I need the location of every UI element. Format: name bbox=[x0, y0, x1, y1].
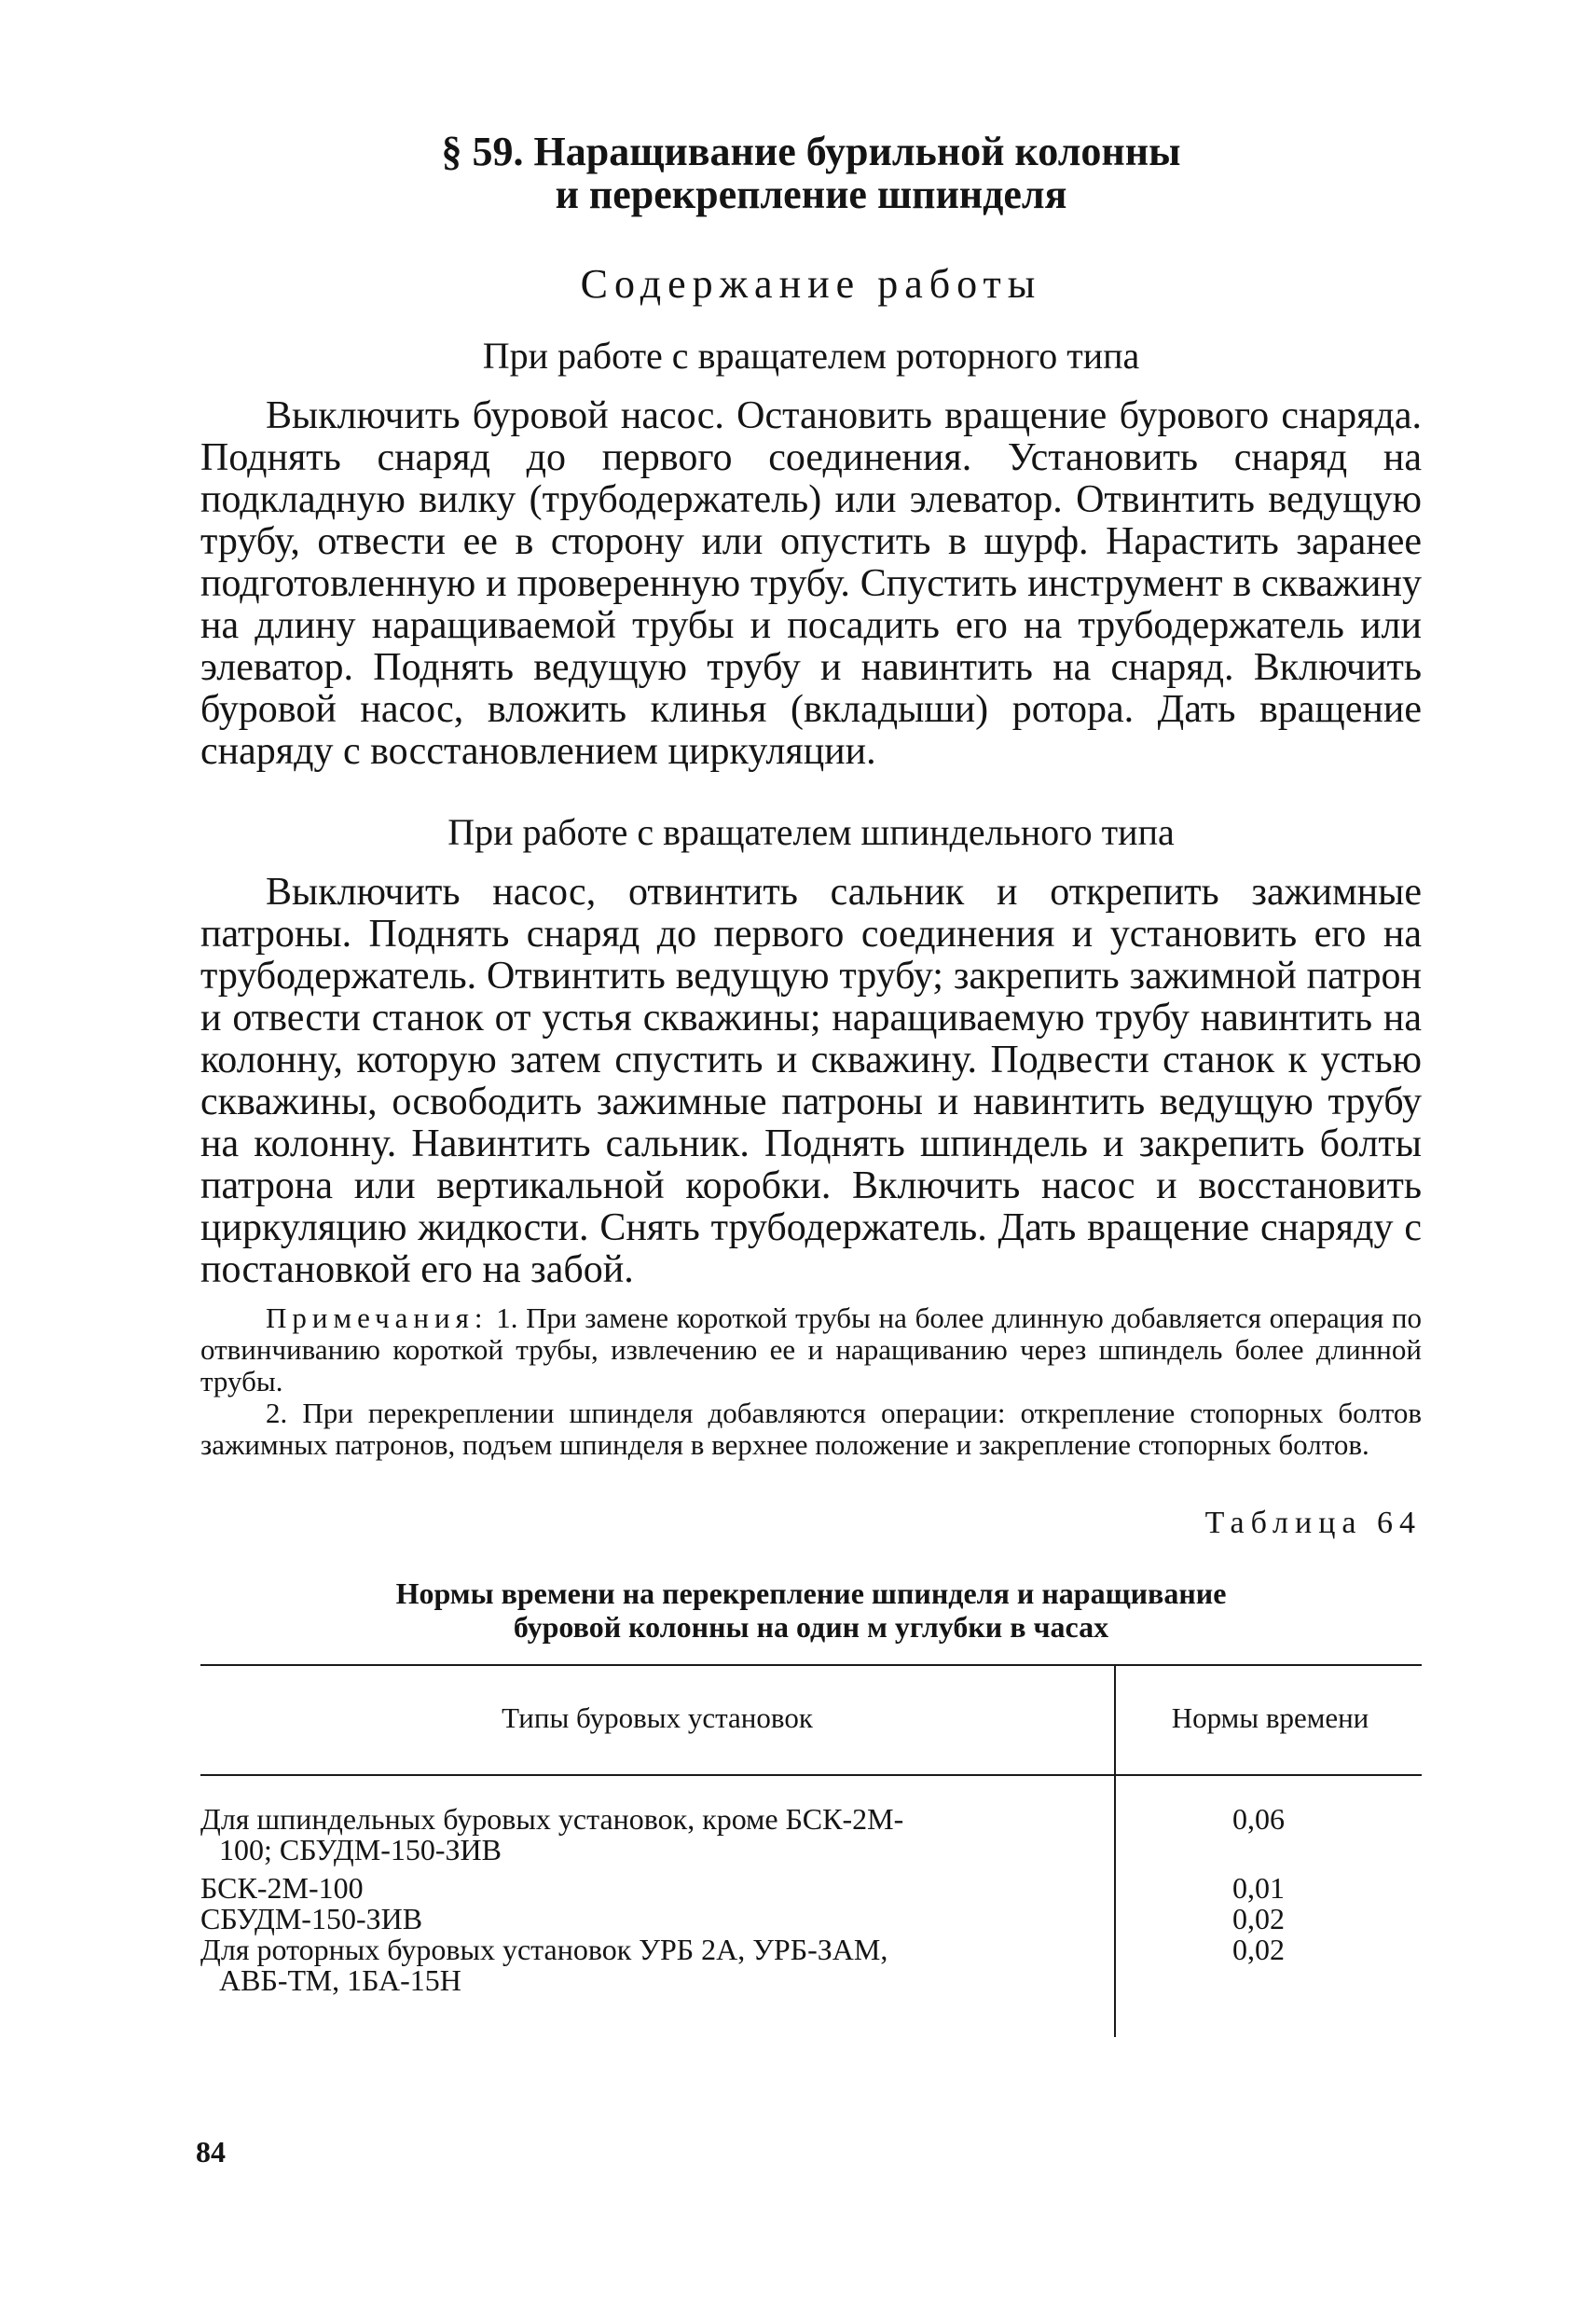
notes-block bbox=[200, 1302, 1422, 1461]
heading-line-2: и перекрепление шпинделя bbox=[555, 172, 1067, 217]
row-name-line-1: Для роторных буровых установок УРБ 2А, УРБ-ЗАМ, bbox=[200, 1933, 888, 1966]
row-name bbox=[200, 1804, 1095, 1866]
page-number: 84 bbox=[196, 2135, 226, 2168]
header-norms: Нормы времени bbox=[1171, 1701, 1369, 1734]
table-top-rule bbox=[200, 1664, 1422, 1666]
table-caption-line-2: буровой колонны на один м углубки в часах bbox=[513, 1610, 1109, 1644]
notes-label: Примечания: bbox=[266, 1301, 488, 1334]
row-name-line-1: Для шпиндельных буровых установок, кроме БСК-2М- bbox=[200, 1802, 904, 1836]
table-body bbox=[200, 1804, 1422, 1996]
table-row bbox=[200, 1873, 1422, 1904]
row-name bbox=[200, 1934, 1095, 1996]
table-label: Таблица 64 bbox=[1204, 1506, 1422, 1540]
row-name-line-2: АВБ-ТМ, 1БА-15Н bbox=[219, 1963, 461, 1997]
table-row bbox=[200, 1934, 1422, 1996]
work-content-title: Содержание работы bbox=[580, 261, 1042, 307]
note-2: 2. При перекреплении шпинделя добавляются операции: открепление стопорных болтов зажимных патронов, подъем шпинделя в верхнее положение и закрепление стопорных болтов. bbox=[200, 1397, 1422, 1461]
table-caption bbox=[200, 1576, 1422, 1644]
table-caption-line-1: Нормы времени на перекрепление шпинделя и наращивание bbox=[395, 1576, 1227, 1610]
norms-table bbox=[200, 1664, 1422, 2056]
note-1-text: 1. При замене короткой трубы на более длинную добавляется операция по отвинчиванию короткой трубы, извлечению ее и наращиванию через шпиндель более длинной трубы. bbox=[200, 1301, 1423, 1397]
spindle-type-title: При работе с вращателем шпиндельного типа bbox=[447, 811, 1175, 853]
row-name: СБУДМ-150-ЗИВ bbox=[200, 1902, 423, 1935]
spindle-type-text: Выключить насос, отвинтить сальник и открепить зажимные патроны. Поднять снаряд до первого соединения и установить его на трубодержатель. Отвинтить ведущую трубу; закрепить зажимной патрон и отвести станок от устья скважины; наращиваемую трубу навинтить на колонну, которую затем спустить и скважину. Подвести станок к устью скважины, освободить зажимные патроны и навинтить ведущую трубу на колонну. Навинтить сальник. Поднять шпиндель и закрепить болты патрона или вертикальной коробки. Включить насос и восстановить циркуляцию жидкости. Снять трубодержатель. Дать вращение снаряду с постановкой его на забой. bbox=[200, 871, 1422, 1291]
row-value: 0,02 bbox=[1232, 1933, 1285, 1966]
rotor-type-title: При работе с вращателем роторного типа bbox=[482, 335, 1140, 377]
heading-line-1: § 59. Наращивание бурильной колонны bbox=[441, 129, 1181, 174]
row-value: 0,02 bbox=[1232, 1902, 1285, 1935]
row-name: БСК-2М-100 bbox=[200, 1871, 364, 1905]
section-heading bbox=[200, 131, 1422, 216]
table-row bbox=[200, 1904, 1422, 1934]
row-value: 0,06 bbox=[1232, 1802, 1285, 1836]
page-content bbox=[200, 131, 1422, 2056]
table-header-rule bbox=[200, 1774, 1422, 1776]
row-value: 0,01 bbox=[1232, 1871, 1285, 1905]
table-row bbox=[200, 1804, 1422, 1866]
row-name-line-2: 100; СБУДМ-150-ЗИВ bbox=[219, 1833, 502, 1866]
rotor-type-text: Выключить буровой насос. Остановить вращение бурового снаряда. Поднять снаряд до первого соединения. Установить снаряд на подкладную вилку (трубодержатель) или элеватор. Отвинтить ведущую трубу, отвести ее в сторону или опустить в шурф. Нарастить заранее подготовленную и проверенную трубу. Спустить инструмент в скважину на длину наращиваемой трубы и посадить его на трубодержатель или элеватор. Поднять ведущую трубу и навинтить на снаряд. Включить буровой насос, вложить клинья (вкладыши) ротора. Дать вращение снаряду с восстановлением циркуляции. bbox=[200, 394, 1422, 773]
note-1 bbox=[200, 1302, 1422, 1397]
header-types: Типы буровых установок bbox=[502, 1701, 813, 1734]
